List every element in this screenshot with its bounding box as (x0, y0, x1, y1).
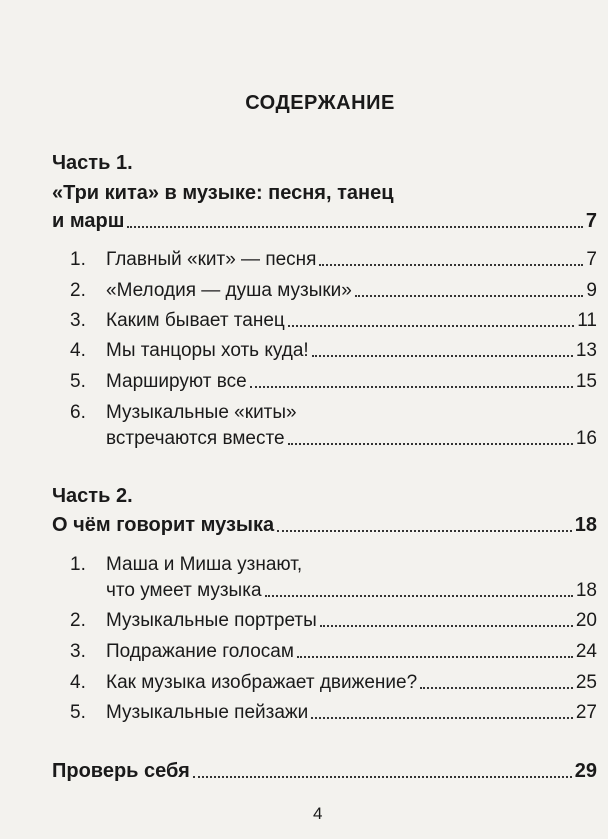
toc-entry-page: 25 (575, 672, 597, 693)
toc-entry-text: Музыкальные портреты (106, 610, 317, 631)
toc-entry-num: 6. (70, 402, 86, 423)
toc-entry-line1 (70, 554, 302, 576)
toc-entry-text: Маршируют все (106, 371, 247, 392)
part2-heading: Часть 2. (52, 485, 133, 507)
toc-entry-page: 18 (575, 580, 597, 601)
toc-entry-num: 5. (70, 702, 86, 723)
leader-dots (265, 595, 573, 597)
toc-entry-page: 16 (575, 428, 597, 449)
toc-entry-text: Музыкальные «киты» (106, 402, 297, 423)
toc-entry-text: встречаются вместе (106, 428, 285, 449)
toc-entry-num: 3. (70, 310, 86, 331)
toc-entry-num: 3. (70, 641, 86, 662)
toc-entry[interactable] (70, 249, 597, 271)
toc-entry-line1 (70, 402, 297, 424)
toc-entry-text: Маша и Миша узнают, (106, 554, 303, 575)
toc-entry-num: 4. (70, 672, 86, 693)
leader-dots (288, 443, 573, 445)
leader-dots (312, 355, 573, 357)
toc-entry-page: 11 (577, 310, 597, 331)
leader-dots (250, 386, 573, 388)
part1-title-line1: «Три кита» в музыке: песня, танец (52, 182, 394, 204)
toc-entry-text: что умеет музыка (106, 580, 262, 601)
toc-entry-page: 24 (575, 641, 597, 662)
leader-dots (127, 226, 582, 228)
toc-entry-text: Каким бывает танец (106, 310, 285, 331)
toc-entry-text: Как музыка изображает движение? (106, 672, 418, 693)
toc-entry-text: и марш (52, 210, 125, 232)
leader-dots (311, 717, 573, 719)
toc-entry-page: 27 (575, 702, 597, 723)
toc-entry-check[interactable] (52, 760, 597, 783)
toc-entry-page: 7 (586, 249, 597, 270)
toc-entry[interactable] (106, 580, 597, 602)
toc-entry-page: 13 (575, 340, 597, 361)
toc-entry-num: 1. (70, 554, 86, 575)
toc-entry-page: 20 (575, 610, 597, 631)
toc-entry-text: О чём говорит музыка (52, 514, 275, 536)
toc-entry[interactable] (70, 702, 597, 724)
toc-entry-num: 4. (70, 340, 86, 361)
toc-entry-text: Музыкальные пейзажи (106, 702, 309, 723)
toc-entry[interactable] (70, 280, 597, 302)
toc-entry-text: Проверь себя (52, 760, 190, 782)
toc-entry-text: Подражание голосам (106, 641, 294, 662)
page-title: СОДЕРЖАНИЕ (245, 92, 395, 114)
toc-entry-text: «Мелодия — душа музыки» (106, 280, 352, 301)
toc-entry[interactable] (106, 428, 597, 450)
toc-entry[interactable] (70, 340, 597, 362)
leader-dots (288, 325, 574, 327)
toc-entry[interactable] (70, 641, 597, 663)
leader-dots (420, 687, 573, 689)
leader-dots (355, 295, 584, 297)
toc-entry-part1[interactable] (52, 210, 597, 233)
part1-heading: Часть 1. (52, 152, 133, 174)
leader-dots (297, 656, 573, 658)
toc-entry-page: 29 (574, 760, 597, 782)
toc-entry-text: Мы танцоры хоть куда! (106, 340, 309, 361)
toc-entry-page: 18 (574, 514, 597, 536)
toc-entry-part2[interactable] (52, 514, 597, 537)
toc-entry-num: 5. (70, 371, 86, 392)
toc-entry-page: 7 (585, 210, 597, 232)
leader-dots (193, 776, 572, 778)
leader-dots (319, 264, 583, 266)
toc-entry[interactable] (70, 672, 597, 694)
toc-entry[interactable] (70, 310, 597, 332)
toc-entry-num: 1. (70, 249, 86, 270)
toc-entry-text: Главный «кит» — песня (106, 249, 317, 270)
toc-entry[interactable] (70, 610, 597, 632)
toc-entry-page: 9 (586, 280, 597, 301)
toc-entry-page: 15 (575, 371, 597, 392)
leader-dots (320, 625, 573, 627)
page-number: 4 (313, 804, 323, 823)
toc-entry-num: 2. (70, 280, 86, 301)
leader-dots (277, 530, 572, 532)
toc-entry[interactable] (70, 371, 597, 393)
toc-entry-num: 2. (70, 610, 86, 631)
